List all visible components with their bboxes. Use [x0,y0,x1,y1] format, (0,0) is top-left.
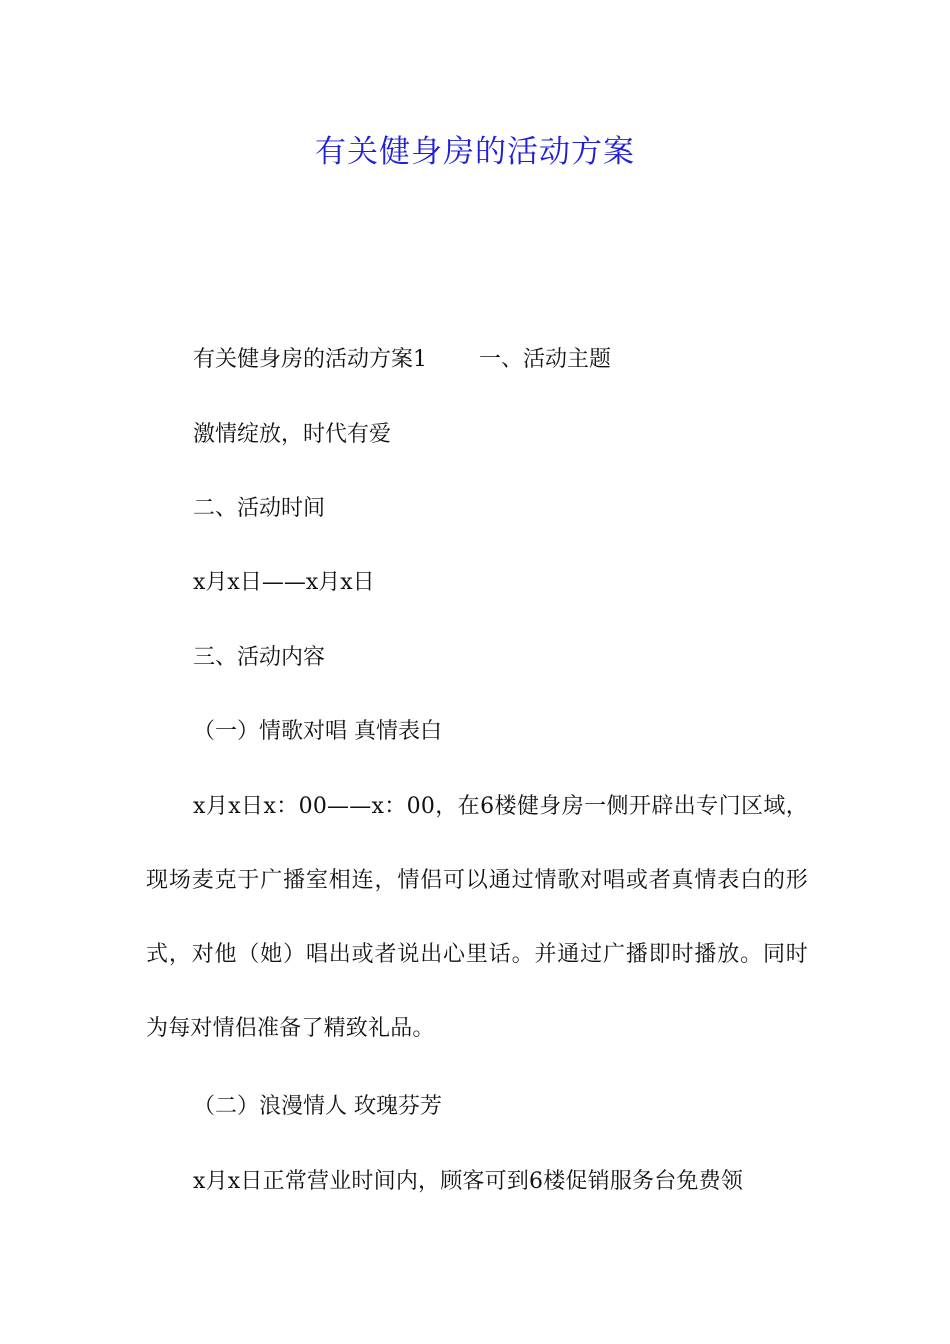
item-paragraph-1: x月x日x：00——x：00，在6楼健身房一侧开辟出专门区域，现场麦克于广播室相连，情侣可以通过情歌对唱或者真情表白的形式，对他（她）唱出或者说出心里话。并通过广播即时播放。同时为每对情侣准备了精致礼品。 [146,794,808,1041]
item-paragraph-2: x月x日正常营业时间内，顾客可到6楼促销服务台免费领 [193,1169,744,1194]
item-heading-2: （二）浪漫情人 玫瑰芬芳 [193,1094,442,1119]
section-heading-content: 三、活动内容 [193,645,326,670]
document-title: 有关健身房的活动方案 [315,134,635,170]
section-heading-theme: 一、活动主题 [479,347,612,372]
subtitle-text: 有关健身房的活动方案1 [193,347,427,372]
section-heading-time: 二、活动时间 [193,496,326,521]
theme-text: 激情绽放，时代有爱 [193,422,392,447]
item-heading-1: （一）情歌对唱 真情表白 [193,719,442,744]
time-range-text: x月x日——x月x日 [193,570,375,595]
heading-line [193,345,611,375]
